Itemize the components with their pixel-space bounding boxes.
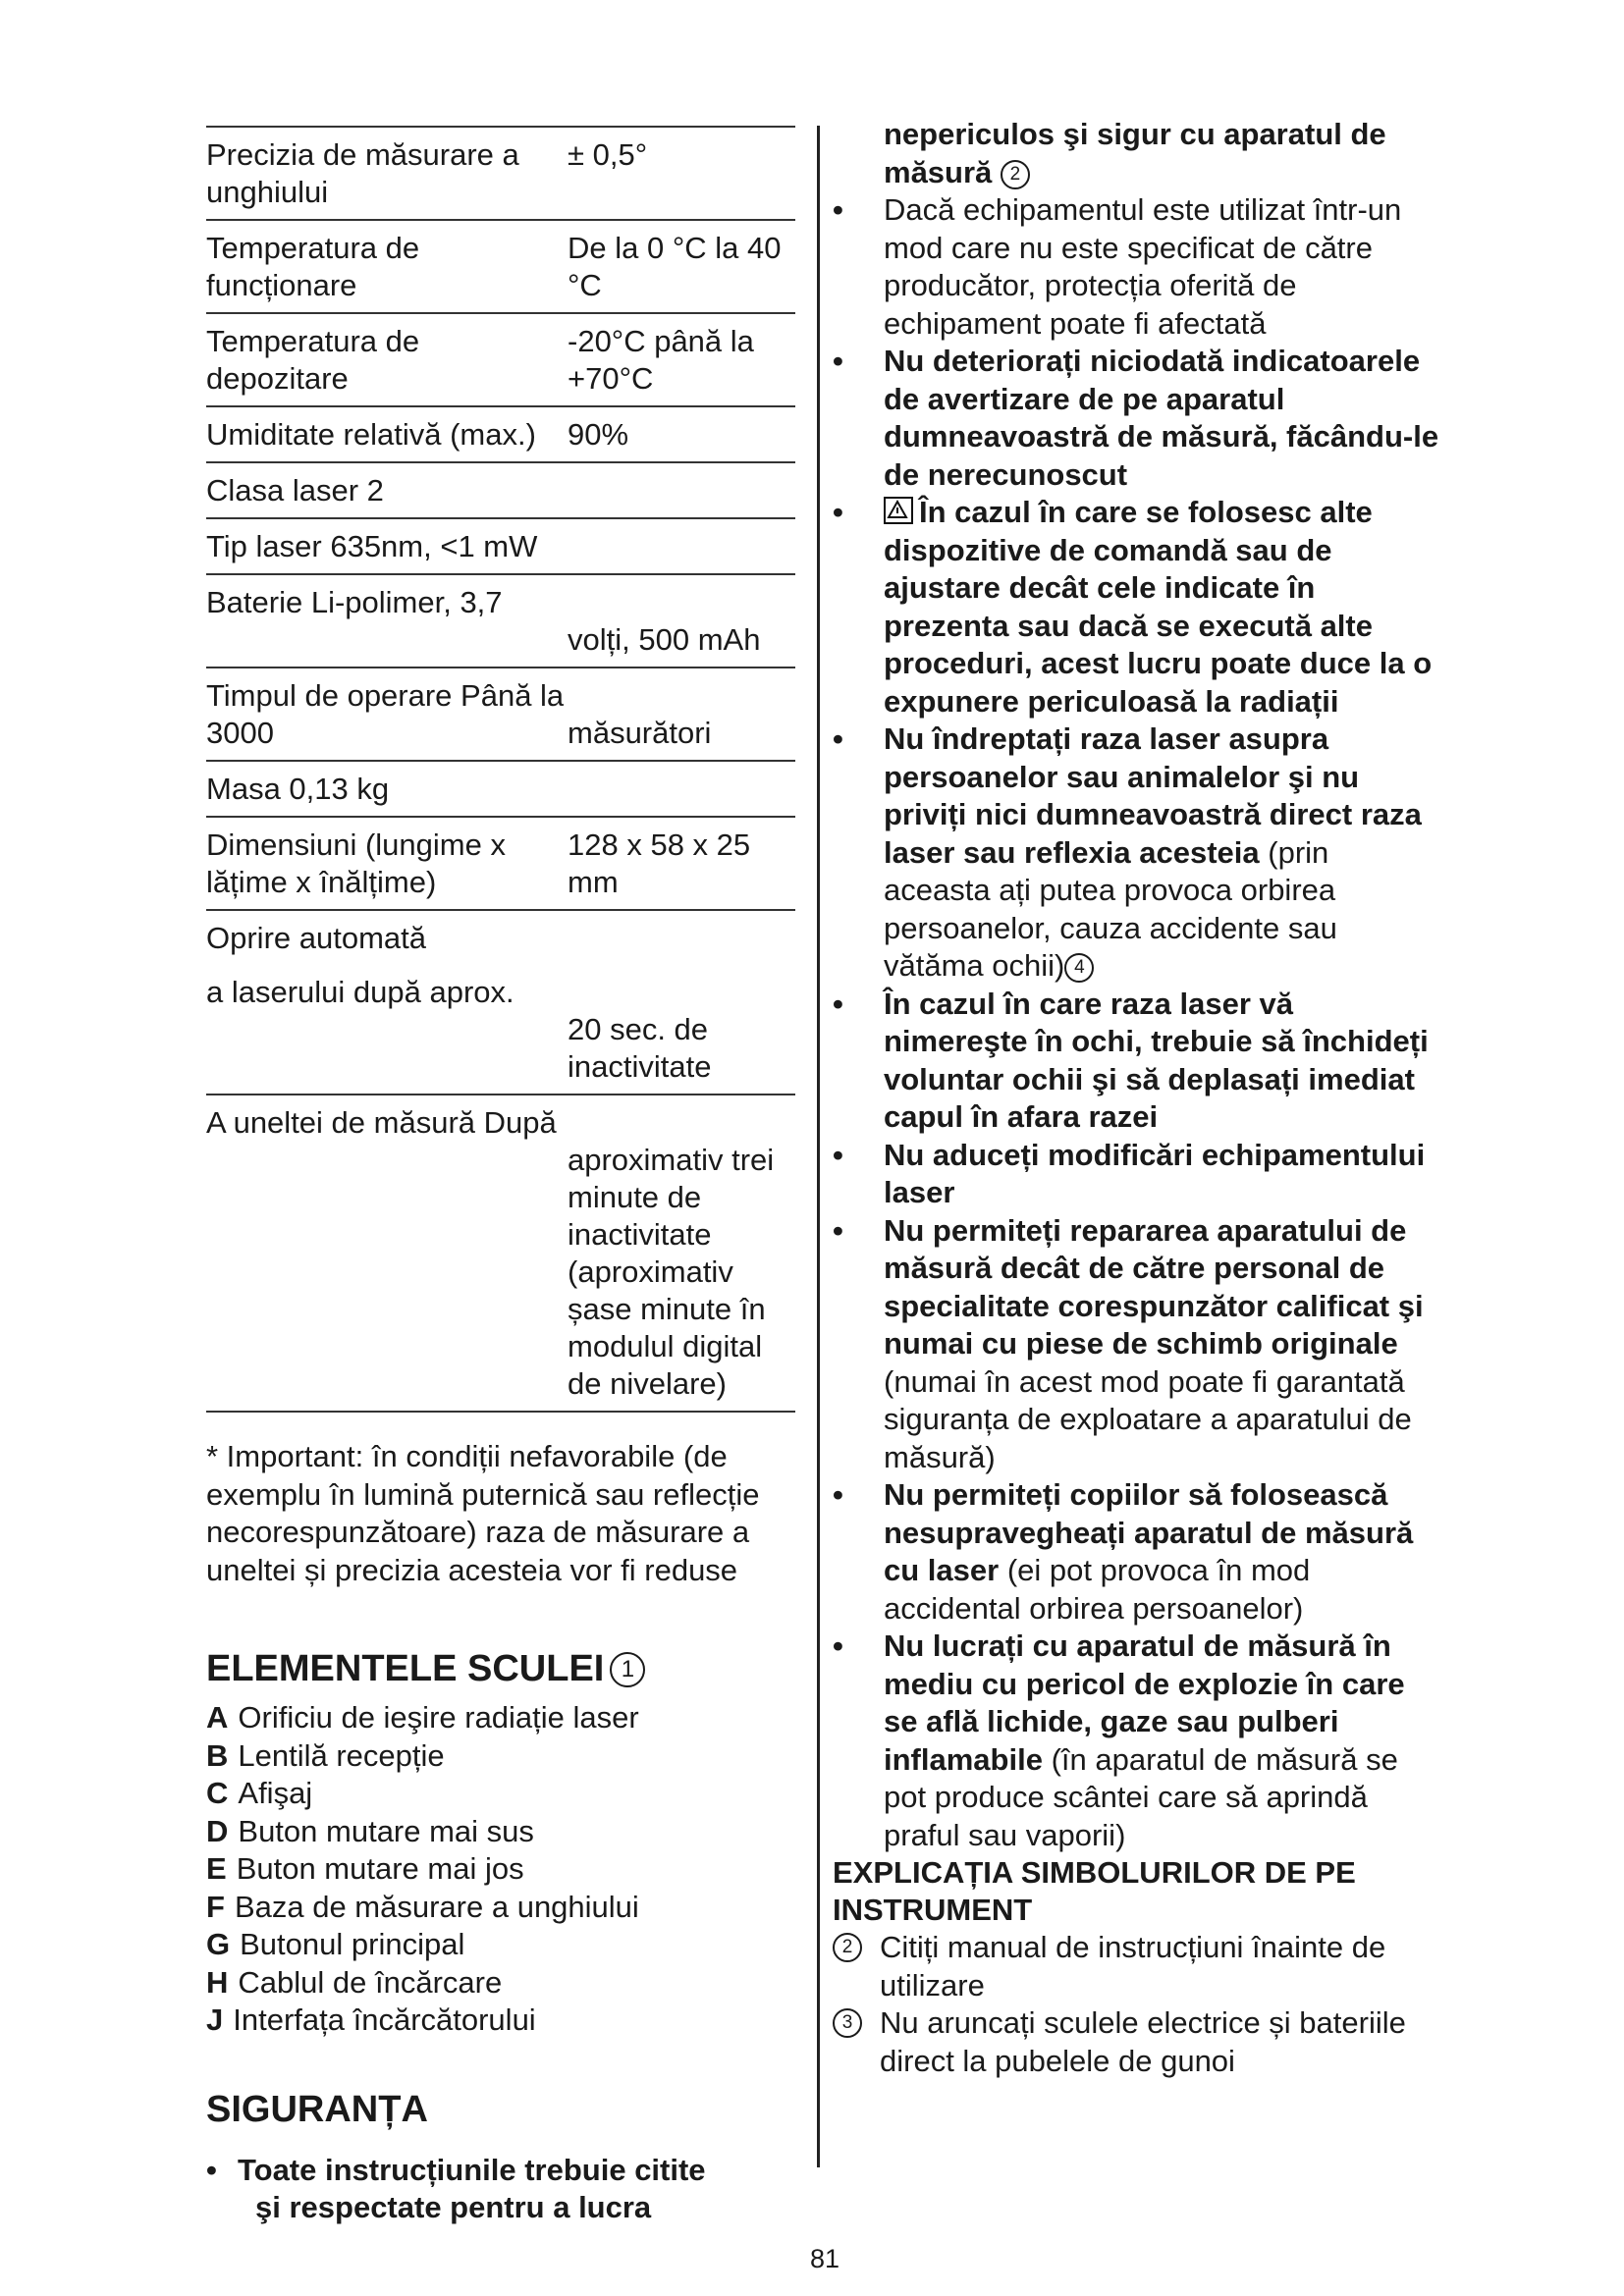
spec-label: Dimensiuni (lungime x lățime x înălțime) <box>206 828 506 899</box>
spec-label: Baterie Li-polimer, 3,7 <box>206 585 503 619</box>
spec-row <box>206 461 795 517</box>
spec-row <box>206 405 795 461</box>
spec-label: Masa 0,13 kg <box>206 772 390 806</box>
spec-label: Precizia de măsurare a unghiului <box>206 137 519 209</box>
spec-row <box>206 760 795 816</box>
spec-label: Timpul de operare Până la 3000 <box>206 678 565 750</box>
list-item: • Nu lucrați cu aparatul de măsură în mediu cu pericol de explozie în care se află lichide, gaze sau pulberi inflamabile (în aparatul de măsură se pot produce scântei care să aprindă praful sau vaporii) <box>833 1628 1441 1854</box>
figure-ref: 3 <box>833 2008 862 2038</box>
spec-label: Tip laser 635nm, <1 mW <box>206 529 538 563</box>
column-divider <box>817 126 820 2167</box>
list-item: H Cablul de încărcare <box>206 1964 503 2000</box>
section-title: SIGURANȚA <box>206 2088 428 2130</box>
spec-row <box>206 667 795 760</box>
list-item: B Lentilă recepție <box>206 1737 445 1773</box>
right-column <box>833 116 1441 2080</box>
figure-ref: 4 <box>1064 953 1094 983</box>
figure-ref: 2 <box>833 1933 862 1962</box>
list-item: A Orificiu de ieşire radiație laser <box>206 1700 639 1735</box>
page-number: 81 <box>809 2244 840 2273</box>
spec-value: aproximativ trei minute de inactivitate (aproximativ șase minute în modulul digital de nivelare) <box>568 1143 775 1401</box>
figure-ref: 1 <box>610 1652 645 1687</box>
symbols-title: EXPLICAȚIA SIMBOLURILOR DE PE INSTRUMENT <box>833 1855 1356 1927</box>
spec-label: Clasa laser 2 <box>206 473 384 507</box>
spec-value: 128 x 58 x 25 mm <box>568 828 751 899</box>
spec-value: ± 0,5° <box>568 137 648 172</box>
list-item: • Nu îndreptați raza laser asupra persoanelor sau animalelor şi nu priviți nici dumneavoastră direct raza laser sau reflexia acesteia (prin aceasta ați putea provoca orbirea persoanelor, cauza accidente sau vătăma ochii) 4 <box>833 721 1441 986</box>
spec-label: A uneltei de măsură După <box>206 1105 557 1140</box>
list-item: • Dacă echipamentul este utilizat într-un mod care nu este specificat de către producător, protecția oferită de echipament poate fi afectată <box>833 191 1441 343</box>
list-item: G Butonul principal <box>206 1927 465 1961</box>
important-note: * Important: în condiții nefavorabile (de exemplu în lumină puternică sau reflecție necorespunzătoare) raza de măsurare a uneltei și precizia acesteia vor fi reduse <box>206 1439 760 1587</box>
continued-text: nepericulos şi sigur cu aparatul de măsură 2 <box>884 117 1386 189</box>
spec-table <box>206 126 795 1413</box>
spec-row <box>206 573 795 667</box>
safety-section <box>206 2087 795 2227</box>
list-item: D Buton mutare mai sus <box>206 1813 534 1848</box>
spec-label: Temperatura de funcționare <box>206 231 420 302</box>
spec-label: Umiditate relativă (max.) <box>206 417 536 452</box>
spec-label: Temperatura de depozitare <box>206 324 420 396</box>
list-item: • Nu permiteți repararea aparatului de măsură decât de către personal de specialitate corespunzător calificat şi numai cu piese de schimb originale (numai în acest mod poate fi garantată siguranța de exploatare a aparatului de măsură) <box>833 1212 1441 1477</box>
spec-row <box>206 965 795 1094</box>
spec-label: Oprire automată <box>206 921 426 955</box>
list-item: • Toate instrucțiunile trebuie citite şi respectate pentru a lucra <box>206 2152 795 2227</box>
list-item: E Buton mutare mai jos <box>206 1851 524 1886</box>
list-item: F Baza de măsurare a unghiului <box>206 1889 639 1924</box>
list-item: J Interfața încărcătorului <box>206 2002 536 2037</box>
list-item: • Nu permiteți copiilor să folosească nesupravegheați aparatul de măsură cu laser (ei pot provoca în mod accidental orbirea persoanelor) <box>833 1476 1441 1628</box>
left-column <box>206 126 795 2227</box>
spec-value: -20°C până la +70°C <box>568 324 754 396</box>
spec-value: măsurători <box>568 716 712 750</box>
spec-value: volți, 500 mAh <box>568 622 761 657</box>
list-item: • În cazul în care raza laser vă nimereşte în ochi, trebuie să închideți voluntar ochii şi să deplasați imediat capul în afara razei <box>833 986 1441 1137</box>
spec-row <box>206 312 795 405</box>
spec-row <box>206 909 795 965</box>
list-item: • În cazul în care se folosesc alte dispozitive de comandă sau de ajustare decât cele indicate în prezenta sau dacă se execută alte proceduri, acest lucru poate duce la o expunere periculoasă la radiații <box>833 494 1441 721</box>
spec-value: 90% <box>568 417 629 452</box>
spec-value: De la 0 °C la 40 °C <box>568 231 782 302</box>
elements-list <box>206 1699 795 2040</box>
spec-row <box>206 517 795 573</box>
list-item: 2 Citiți manual de instrucțiuni înainte de utilizare <box>833 1929 1441 2004</box>
figure-ref: 2 <box>1001 160 1030 189</box>
section-title: ELEMENTELE SCULEI 1 <box>206 1646 795 1691</box>
spec-row <box>206 1094 795 1413</box>
list-item: 3 Nu aruncați sculele electrice și bateriile direct la pubelele de gunoi <box>833 2004 1441 2080</box>
list-item: C Afişaj <box>206 1776 313 1810</box>
spec-row <box>206 816 795 909</box>
elements-section <box>206 1646 795 2040</box>
spec-row <box>206 126 795 219</box>
spec-row <box>206 219 795 312</box>
list-item: • Nu aduceți modificări echipamentului laser <box>833 1137 1441 1212</box>
laser-warning-icon <box>884 497 913 524</box>
list-item: • Nu deteriorați niciodată indicatoarele de avertizare de pe aparatul dumneavoastră de măsură, făcându-le de nerecunoscut <box>833 343 1441 494</box>
spec-value: 20 sec. de inactivitate <box>568 1012 712 1084</box>
spec-label: a laserului după aprox. <box>206 975 514 1009</box>
